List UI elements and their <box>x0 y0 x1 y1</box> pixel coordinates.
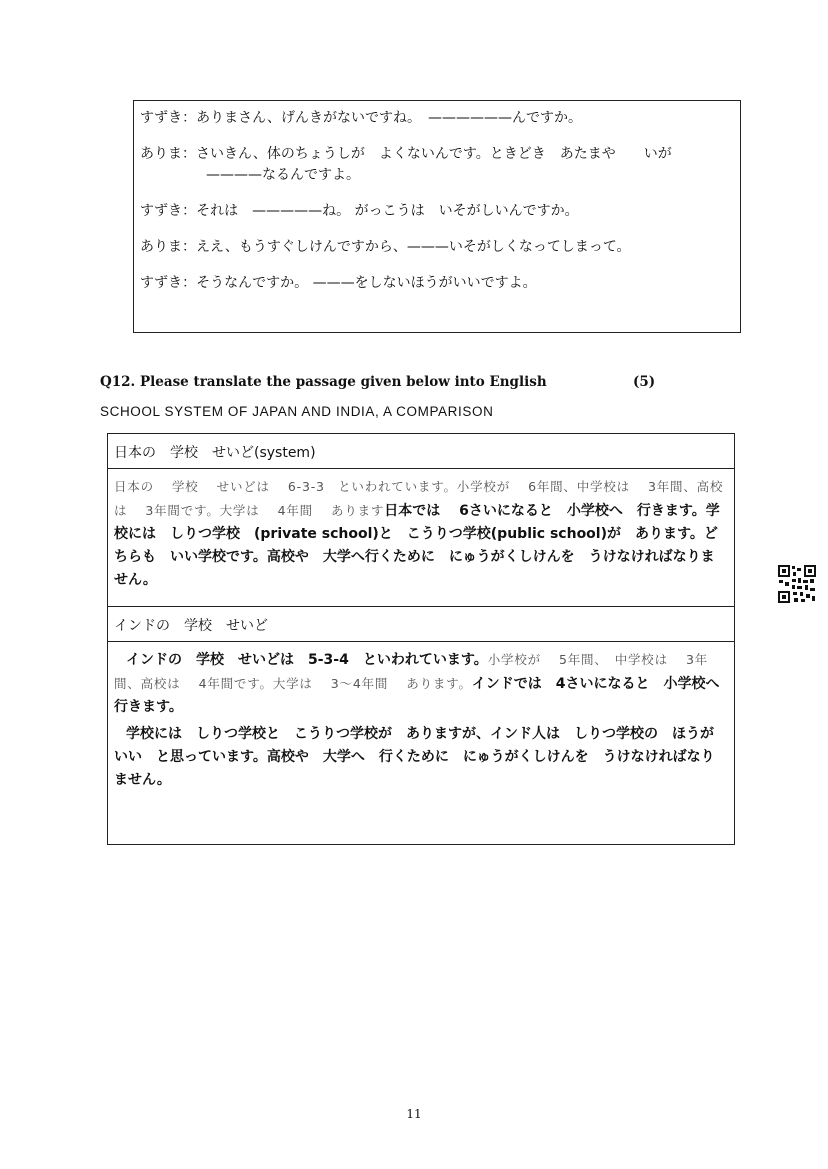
japan-passage <box>108 469 734 607</box>
india-passage-part2: 小学校が 5年間、 中学校は 3年間、高校は 4年間です。大学は 3～4年間 あります。 <box>114 652 709 691</box>
question-subtitle: SCHOOL SYSTEM OF JAPAN AND INDIA, A COMPARISON <box>100 404 494 419</box>
japan-passage-part1: 日本の 学校 せいどは 6-3-3 といわれています。小学校が 6年間、中学校は 3年間、高校は 3年間です。大学は 4年間 あります <box>114 479 724 518</box>
japan-paragraph <box>114 475 724 592</box>
dialog-line-3: すずき：それは —————ね。 がっこうは いそがしいんですか。 <box>140 203 579 219</box>
dialog-box <box>133 100 741 333</box>
page-number: 11 <box>406 1107 422 1121</box>
dialog-line-4: ありま：ええ、もうすぐしけんですから、———いそがしくなってしまって。 <box>140 239 631 255</box>
dialog-line-2-continuation: ————なるんですよ。 <box>206 167 360 183</box>
passage-table <box>107 433 735 845</box>
japan-passage-part2: 日本では 6さいになると 小学校へ 行きます。学校には しりつ学校 (private school)と こうりつ学校(public school)が あります。どちらも いい学校です。高校や 大学へ行くために にゅうがくしけんを うけなければなりません。 <box>114 503 720 588</box>
question-label: Q12. Please translate the passage given below into English <box>100 374 547 390</box>
question-marks: (5) <box>633 374 656 390</box>
india-passage-part1: インドの 学校 せいどは 5-3-4 といわれています。 <box>126 652 488 668</box>
question-heading <box>100 374 660 390</box>
india-passage <box>108 642 734 844</box>
dialog-line-5: すずき：そうなんですか。 ———をしないほうがいいですよ。 <box>140 275 537 291</box>
dialog-line-2: ありま：さいきん、体のちょうしが よくないんです。ときどき あたまや いが ————なるんですよ。 <box>140 144 732 186</box>
qr-code-icon <box>777 564 817 604</box>
india-paragraph-1 <box>114 648 734 719</box>
japan-heading: 日本の 学校 せいど(system) <box>108 434 734 469</box>
dialog-line-1: すずき：ありまさん、げんきがないですね。 ——————んですか。 <box>140 110 582 126</box>
india-heading: インドの 学校 せいど <box>108 607 734 642</box>
india-paragraph-2: 学校には しりつ学校と こうりつ学校が ありますが、インド人は しりつ学校の ほうが いい と思っています。高校や 大学へ 行くために にゅうがくしけんを うけなければなりません。 <box>114 726 728 788</box>
india-passage-part3: インドでは 4さいになると 小学校へ 行きます。 <box>114 676 734 715</box>
